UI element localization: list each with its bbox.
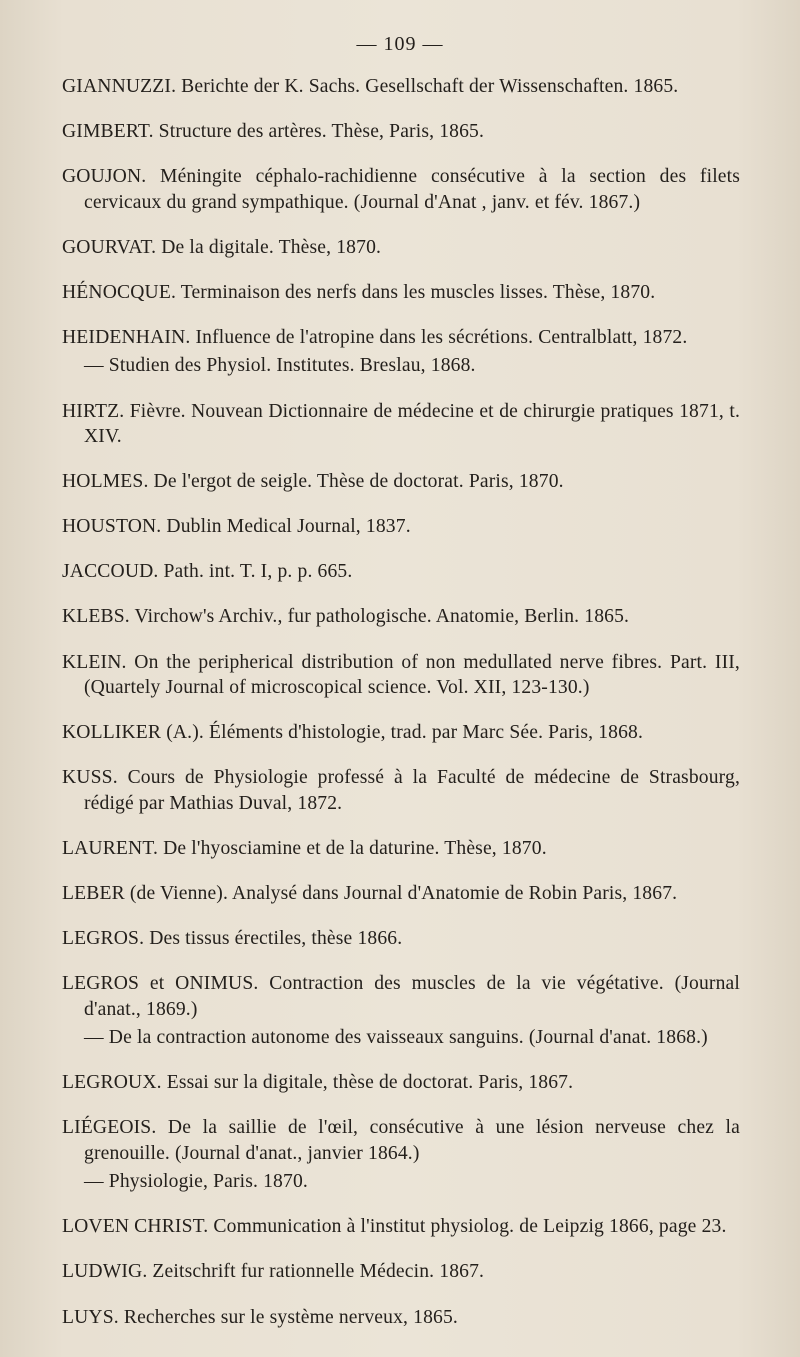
bibliography-entry: GIANNUZZI. Berichte der K. Sachs. Gesellschaft der Wissenschaften. 1865. xyxy=(62,76,679,97)
bibliography-entry: LOVEN CHRIST. Communication à l'institut physiolog. de Leipzig 1866, page 23. xyxy=(62,1216,727,1238)
bibliography-entry: LUDWIG. Zeitschrift fur rationnelle Médecin. 1867. xyxy=(62,1261,485,1283)
bibliography-list xyxy=(62,74,740,1336)
bibliography-entry: GOUJON. Méningite céphalo-rachidienne consécutive à la section des filets cervicaux du grand sympathique. (Journal d'Anat , janv. et fév. 1867.) xyxy=(62,166,740,213)
bibliography-entry: LIÉGEOIS. De la saillie de l'œil, consécutive à une lésion nerveuse chez la grenouille. (Journal d'anat., janvier 1864.) xyxy=(62,1117,740,1164)
bibliography-entry: HEIDENHAIN. Influence de l'atropine dans les sécrétions. Centralblatt, 1872. xyxy=(62,326,688,348)
bibliography-entry: LAURENT. De l'hyosciamine et de la daturine. Thèse, 1870. xyxy=(62,837,547,859)
bibliography-entry: LEBER (de Vienne). Analysé dans Journal d'Anatomie de Robin Paris, 1867. xyxy=(62,882,678,904)
bibliography-entry: KOLLIKER (A.). Éléments d'histologie, trad. par Marc Sée. Paris, 1868. xyxy=(62,722,644,744)
bibliography-entry: KLEBS. Virchow's Archiv., fur pathologische. Anatomie, Berlin. 1865. xyxy=(62,606,630,628)
bibliography-entry: HOUSTON. Dublin Medical Journal, 1837. xyxy=(62,516,411,538)
bibliography-entry: KUSS. Cours de Physiologie professé à la Faculté de médecine de Strasbourg, rédigé par Mathias Duval, 1872. xyxy=(62,767,740,814)
bibliography-subentry: — De la contraction autonome des vaisseaux sanguins. (Journal d'anat. 1868.) xyxy=(84,1027,708,1049)
bibliography-entry: GIMBERT. Structure des artères. Thèse, Paris, 1865. xyxy=(62,121,485,143)
bibliography-entry: HÉNOCQUE. Terminaison des nerfs dans les muscles lisses. Thèse, 1870. xyxy=(62,281,656,303)
bibliography-entry: LEGROS. Des tissus érectiles, thèse 1866. xyxy=(62,928,403,949)
bibliography-entry: LEGROS et ONIMUS. Contraction des muscles de la vie végétative. (Journal d'anat., 1869.) xyxy=(62,973,740,1020)
bibliography-subentry: — Studien des Physiol. Institutes. Breslau, 1868. xyxy=(84,355,476,377)
bibliography-entry: HOLMES. De l'ergot de seigle. Thèse de doctorat. Paris, 1870. xyxy=(62,471,564,493)
bibliography-entry: HIRTZ. Fièvre. Nouvean Dictionnaire de médecine et de chirurgie pratiques 1871, t. XIV. xyxy=(62,400,740,448)
bibliography-entry: JACCOUD. Path. int. T. I, p. p. 665. xyxy=(62,561,353,583)
page-number: — 109 — xyxy=(356,33,444,55)
bibliography-entry: LUYS. Recherches sur le système nerveux, 1865. xyxy=(62,1306,458,1328)
bibliography-entry: LEGROUX. Essai sur la digitale, thèse de doctorat. Paris, 1867. xyxy=(62,1072,574,1094)
bibliography-entry: GOURVAT. De la digitale. Thèse, 1870. xyxy=(62,236,382,258)
bibliography-entry: KLEIN. On the peripherical distribution of non medullated nerve fibres. Part. III, (Quartely Journal of microscopical science. Vol. XII, 123-130.) xyxy=(62,651,740,699)
bibliography-subentry: — Physiologie, Paris. 1870. xyxy=(84,1171,308,1193)
